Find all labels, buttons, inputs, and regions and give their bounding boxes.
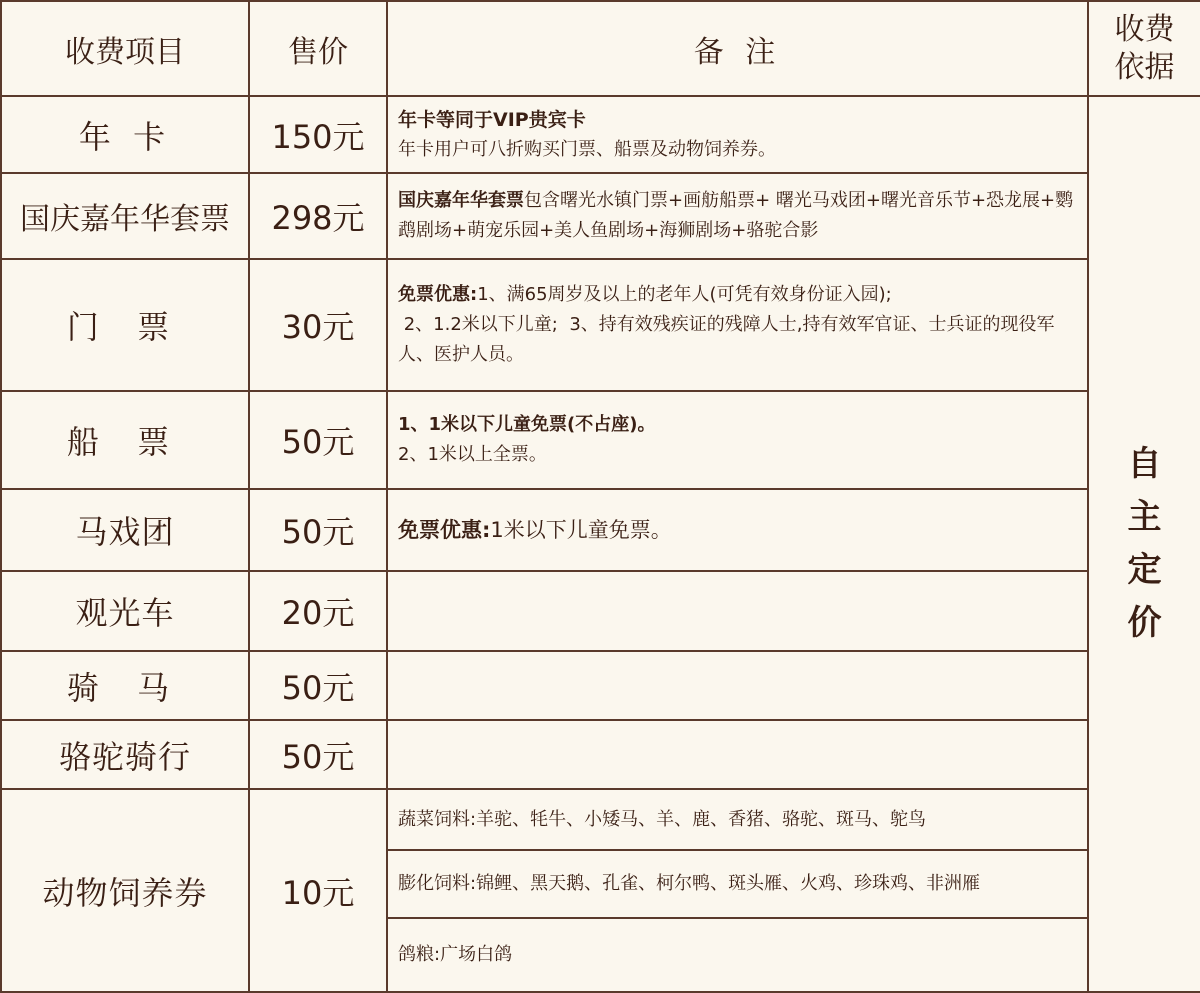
row-item: 国庆嘉年华套票 (1, 173, 249, 259)
note-text: 1米以下儿童免票。 (490, 518, 672, 542)
row-item: 骑 马 (1, 651, 249, 720)
note-line: 1、满65周岁及以上的老年人(可凭有效身份证入园); (477, 284, 892, 305)
row-price: 50元 (249, 720, 387, 789)
row-note (387, 259, 1088, 391)
table-row (1, 259, 1200, 391)
table-row (1, 391, 1200, 489)
note-text: 包含曙光水镇门票+画舫船票+ 曙光马戏团+曙光音乐节+恐龙展+鹦鹉剧场+萌宠乐园+美人鱼剧场+海狮剧场+骆驼合影 (398, 190, 1074, 241)
feed-note: 蔬菜饲料:羊驼、牦牛、小矮马、羊、鹿、香猪、骆驼、斑马、鸵鸟 (387, 789, 1088, 850)
row-item: 马戏团 (1, 489, 249, 571)
feed-note: 鸽粮:广场白鸽 (387, 918, 1088, 992)
header-price: 售价 (249, 1, 387, 96)
note-title: 年卡等同于VIP贵宾卡 (398, 108, 586, 131)
row-price: 30元 (249, 259, 387, 391)
row-item: 船 票 (1, 391, 249, 489)
row-note (387, 720, 1088, 789)
row-price: 10元 (249, 789, 387, 992)
basis-char: 自 (1127, 444, 1162, 484)
note-title: 免票优惠: (398, 518, 491, 542)
table-row (1, 651, 1200, 720)
row-note (387, 173, 1088, 259)
basis-char: 主 (1127, 497, 1162, 537)
table-row (1, 96, 1200, 173)
note-text: 2、1米以上全票。 (398, 444, 547, 465)
table-row (1, 173, 1200, 259)
row-price: 50元 (249, 651, 387, 720)
header-basis-line2: 依据 (1114, 49, 1175, 85)
row-note (387, 571, 1088, 651)
row-price: 50元 (249, 489, 387, 571)
feed-note: 膨化饲料:锦鲤、黑天鹅、孔雀、柯尔鸭、斑头雁、火鸡、珍珠鸡、非洲雁 (387, 850, 1088, 918)
row-item: 动物饲养券 (1, 789, 249, 992)
note-title: 1、1米以下儿童免票(不占座)。 (398, 414, 656, 435)
table-row (1, 789, 1200, 850)
header-note: 备 注 (387, 1, 1088, 96)
table-row (1, 489, 1200, 571)
note-text: 年卡用户可八折购买门票、船票及动物饲养券。 (398, 138, 776, 160)
note-title: 国庆嘉年华套票 (398, 190, 524, 211)
row-price: 298元 (249, 173, 387, 259)
row-item: 骆驼骑行 (1, 720, 249, 789)
row-note (387, 96, 1088, 173)
header-basis-line1: 收费 (1114, 11, 1175, 47)
basis-char: 定 (1127, 550, 1162, 590)
row-item: 年 卡 (1, 96, 249, 173)
header-basis (1088, 1, 1200, 96)
row-price: 150元 (249, 96, 387, 173)
row-note (387, 391, 1088, 489)
table-row (1, 720, 1200, 789)
header-item: 收费项目 (1, 1, 249, 96)
header-row (1, 1, 1200, 96)
row-price: 50元 (249, 391, 387, 489)
row-price: 20元 (249, 571, 387, 651)
table-row (1, 571, 1200, 651)
row-item: 观光车 (1, 571, 249, 651)
row-item: 门 票 (1, 259, 249, 391)
row-note (387, 651, 1088, 720)
basis-cell (1088, 96, 1200, 992)
note-title: 免票优惠: (398, 284, 478, 305)
basis-char: 价 (1127, 603, 1162, 643)
row-note (387, 489, 1088, 571)
note-line: 2、1.2米以下儿童; 3、持有效残疾证的残障人士,持有效军官证、士兵证的现役军人、医护人员。 (398, 314, 1055, 365)
